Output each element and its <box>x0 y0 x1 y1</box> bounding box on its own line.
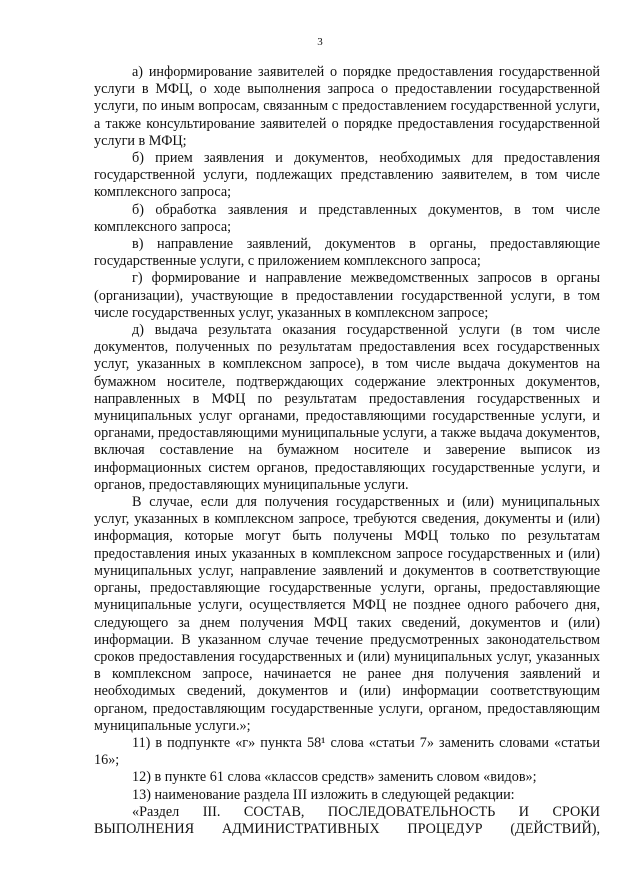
paragraph-v-forwarding: в) направление заявлений, документов в органы, предоставляющие государственные услуги, с приложением комплексного запроса; <box>94 236 600 270</box>
document-body <box>94 64 600 838</box>
paragraph-item-12: 12) в пункте 61 слова «классов средств» заменить словом «видов»; <box>132 769 537 786</box>
paragraph-g-interagency-requests: г) формирование и направление межведомственных запросов в органы (организации), участвующие в предоставлении государственной услуги, в том числе государственных услуг, указанных в комплексном запросе; <box>94 270 600 321</box>
paragraph-b-processing: б) обработка заявления и представленных документов, в том числе комплексного запроса; <box>94 201 600 235</box>
paragraph-section-heading: «Раздел III. СОСТАВ, ПОСЛЕДОВАТЕЛЬНОСТЬ И СРОКИ ВЫПОЛНЕНИЯ АДМИНИСТРАТИВНЫХ ПРОЦЕДУР (ДЕЙСТВИЙ), <box>94 803 600 837</box>
page-number: 3 <box>317 36 323 48</box>
paragraph-complex-request-case: В случае, если для получения государственных и (или) муниципальных услуг, указанных в комплексном запросе, требуются сведения, документы и (или) информация, которые могут быть получены МФЦ только по результатам предоставления иных указанных в комплексном запросе государственных и (или) муниципальных услуг, направление заявлений и документов в соответствующие органы, предоставляющие государственные услуги, органы, предоставляющие муниципальные услуги, осуществляется МФЦ не позднее одного рабочего дня, следующего за днем получения МФЦ таких сведений, документов и (или) информации. В указанном случае течение предусмотренных законодательством сроков предоставления государственных и (или) муниципальных услуг, указанных в комплексном запросе, начинается не ранее дня получения заявлений и необходимых сведений, документов и (или) информации соответствующим органом, предоставляющим государственные услуги, органом, предоставляющим муниципальные услуги.»; <box>94 494 600 734</box>
paragraph-item-11: 11) в подпункте «г» пункта 58¹ слова «статьи 7» заменить словами «статьи 16»; <box>94 734 600 769</box>
paragraph-d-issuance: д) выдача результата оказания государственной услуги (в том числе документов, полученных по результатам предоставления всех государственных услуг, указанных в комплексном запросе), в том числе выдача документов на бумажном носителе, подтверждающих содержание электронных документов, направленных в МФЦ по результатам предоставления государственных и муниципальных услуг органами, предоставляющими государственные услуги, и органами, предоставляющими муниципальные услуги, а также выдача документов, включая составление на бумажном носителе и заверение выписок из информационных систем органов, предоставляющих государственные услуги, и органов, предоставляющих муниципальные услуги. <box>94 322 600 493</box>
paragraph-item-13: 13) наименование раздела III изложить в следующей редакции: <box>132 786 515 803</box>
paragraph-a-informing: а) информирование заявителей о порядке предоставления государственной услуги в МФЦ, о ходе выполнения запроса о предоставлении государственной услуги, по иным вопросам, связанным с предоставлением государственной услуги, а также консультирование заявителей о порядке предоставления государственной услуги в МФЦ; <box>94 64 600 149</box>
paragraph-b-reception: б) прием заявления и документов, необходимых для предоставления государственной услуги, подлежащих представлению заявителем, в том числе комплексного запроса; <box>94 150 600 201</box>
